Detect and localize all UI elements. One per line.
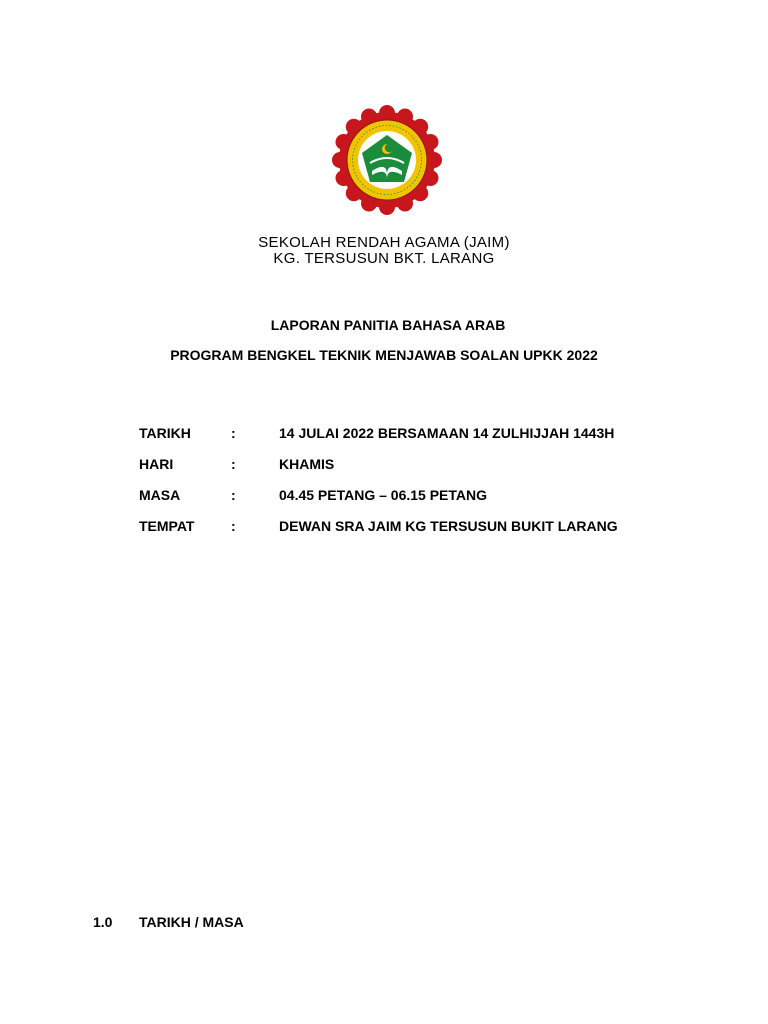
school-crest-icon bbox=[332, 105, 442, 215]
info-separator: : bbox=[231, 425, 236, 441]
info-table bbox=[139, 424, 679, 548]
info-key: TEMPAT bbox=[139, 518, 195, 534]
info-key: MASA bbox=[139, 487, 181, 503]
info-value: 04.45 PETANG – 06.15 PETANG bbox=[279, 487, 488, 503]
info-row-tarikh bbox=[139, 424, 679, 442]
info-separator: : bbox=[231, 518, 236, 534]
info-value: KHAMIS bbox=[279, 456, 335, 472]
info-row-masa bbox=[139, 486, 679, 504]
info-separator: : bbox=[231, 487, 236, 503]
school-location: KG. TERSUSUN BKT. LARANG bbox=[273, 250, 495, 267]
section-number: 1.0 bbox=[93, 914, 113, 930]
info-row-tempat bbox=[139, 517, 679, 535]
school-name: SEKOLAH RENDAH AGAMA (JAIM) bbox=[258, 234, 510, 251]
section-title: TARIKH / MASA bbox=[139, 914, 244, 930]
info-key: HARI bbox=[139, 456, 174, 472]
report-title: LAPORAN PANITIA BAHASA ARAB bbox=[270, 317, 506, 333]
program-title: PROGRAM BENGKEL TEKNIK MENJAWAB SOALAN UPKK 2022 bbox=[170, 347, 598, 363]
info-value: 14 JULAI 2022 BERSAMAAN 14 ZULHIJJAH 1443H bbox=[279, 425, 615, 441]
info-key: TARIKH bbox=[139, 425, 191, 441]
info-row-hari bbox=[139, 455, 679, 473]
section-heading bbox=[93, 914, 244, 930]
info-value: DEWAN SRA JAIM KG TERSUSUN BUKIT LARANG bbox=[279, 518, 618, 534]
info-separator: : bbox=[231, 456, 236, 472]
